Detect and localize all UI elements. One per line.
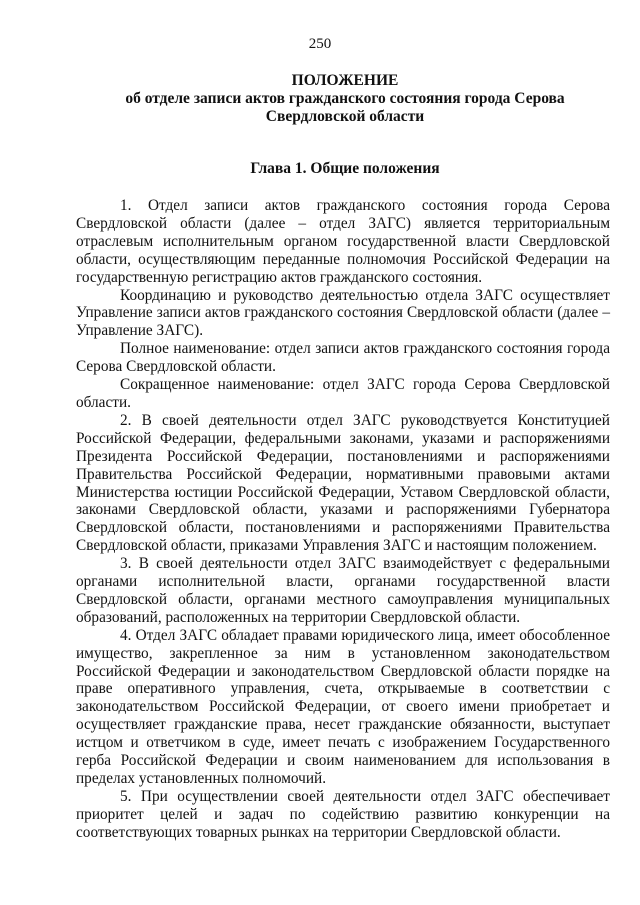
paragraph-5: 2. В своей деятельности отдел ЗАГС руководствуется Конституцией Российской Федерации, федеральными законами, указами и распоряжениями Президента Российской Федерации, постановлениями и распоряжениями Правительства Российской Федерации, нормативными правовыми актами Министерства юстиции Российской Федерации, Уставом Свердловской области, законами Свердловской области, указами и распоряжениями Губернатора Свердловской области, постановлениями и распоряжениями Правительства Свердловской области, приказами Управления ЗАГС и настоящим положением. xyxy=(76,411,610,555)
paragraph-8: 5. При осуществлении своей деятельности отдел ЗАГС обеспечивает приоритет целей и задач по содействию развитию конкуренции на соответствующих товарных рынках на территории Свердловской области. xyxy=(76,787,610,841)
paragraph-7: 4. Отдел ЗАГС обладает правами юридического лица, имеет обособленное имущество, закрепленное за ним в установленном законодательством Российской Федерации и законодательством Свердловской области порядке на праве оперативного управления, счета, открываемые в соответствии с законодательством Российской Федерации, от своего имени приобретает и осуществляет гражданские права, несет гражданские обязанности, выступает истцом и ответчиком в суде, имеет печать с изображением Государственного герба Российской Федерации и своим наименованием для использования в пределах установленных полномочий. xyxy=(76,626,610,787)
paragraph-1: 1. Отдел записи актов гражданского состояния города Серова Свердловской области (далее – отдел ЗАГС) является территориальным отраслевым исполнительным органом государственной власти Свердловской области, осуществляющим переданные полномочия Российской Федерации на государственную регистрацию актов гражданского состояния. xyxy=(76,197,610,286)
document-title xyxy=(76,72,614,126)
title-line-1: об отделе записи актов гражданского состояния города Серова xyxy=(125,90,565,107)
title-line-2: Свердловской области xyxy=(265,108,425,125)
paragraph-3: Полное наименование: отдел записи актов гражданского состояния города Серова Свердловской области. xyxy=(76,340,610,376)
page-number: 250 xyxy=(308,36,332,52)
document-body xyxy=(76,197,610,842)
paragraph-4: Сокращенное наименование: отдел ЗАГС города Серова Свердловской области. xyxy=(76,376,610,411)
paragraph-2: Координацию и руководство деятельностью отдела ЗАГС осуществляет Управление записи актов гражданского состояния Свердловской области (далее – Управление ЗАГС). xyxy=(76,286,610,340)
chapter-heading: Глава 1. Общие положения xyxy=(250,160,440,177)
title-heading: ПОЛОЖЕНИЕ xyxy=(291,72,399,89)
paragraph-6: 3. В своей деятельности отдел ЗАГС взаимодействует с федеральными органами исполнительной власти, органами государственной власти Свердловской области, органами местного самоуправления муниципальных образований, расположенных на территории Свердловской области. xyxy=(76,555,610,626)
